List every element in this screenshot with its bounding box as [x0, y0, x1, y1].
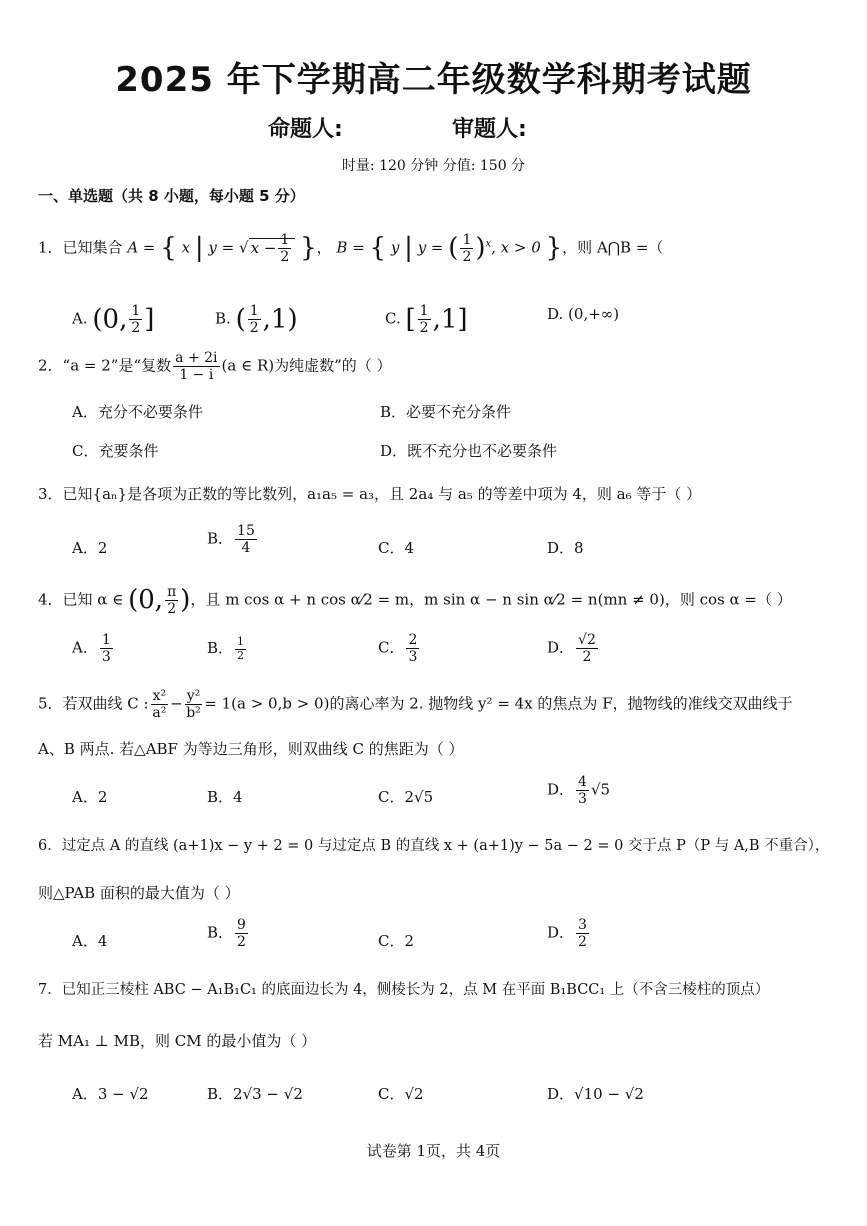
q6-option-c: C．2 [378, 932, 415, 950]
q1-option-b: B. ( $\frac{1}{2}$ ,1) [215, 303, 298, 337]
page-footer: 试卷第 1页，共 4页 [366, 1142, 501, 1160]
q6-option-d: D． $\frac{3}{2}$ [547, 917, 587, 951]
q5-option-b: B．4 [207, 788, 243, 806]
q4-option-d: D． $\frac{√2}{2}$ [547, 632, 596, 666]
q3-option-a: A．2 [72, 539, 108, 557]
question-1: 1．已知集合 A = { x | y = √ x − $\frac{1}{2}$ }， B = { y | y = ( $\frac{1}{2}$ )$^x$, x > 0 }，则 A⋂B =（ [38, 232, 664, 266]
q4-option-b: B． $\frac{1}{2}$ [207, 635, 245, 662]
exam-title: 2025 年下学期高二年级数学科期考试题 [115, 60, 752, 100]
q7-option-a: A．3 − √2 [72, 1085, 149, 1103]
q6-option-a: A．4 [72, 932, 108, 950]
q3-option-d: D．8 [547, 539, 584, 557]
q2-option-c: C．充要条件 [72, 442, 159, 460]
exam-meta: 时量: 120 分钟 分值: 150 分 [341, 158, 526, 174]
q4-option-c: C． $\frac{2}{3}$ [378, 632, 418, 666]
q2-option-d: D．既不充分也不必要条件 [380, 442, 558, 460]
q4-option-a: A． $\frac{1}{3}$ [72, 632, 111, 666]
question-7-line-2: 若 MA₁ ⊥ MB，则 CM 的最小值为（ ） [38, 1032, 317, 1050]
q5-option-c: C．2√5 [378, 788, 434, 806]
q5-option-a: A．2 [72, 788, 108, 806]
q1-option-c: C. [ $\frac{1}{2}$ ,1] [385, 303, 468, 337]
reviewer-label: 审题人: [452, 117, 527, 142]
q5-option-d: D． $\frac{4}{3}$ √5 [547, 774, 611, 808]
q6-option-b: B． $\frac{9}{2}$ [207, 917, 246, 951]
q3-option-b: B． $\frac{15}{4}$ [207, 523, 255, 557]
question-5: 5．若双曲线 C : $\frac{\text{x²}}{\text{a²}}$ − $\frac{\text{y²}}{\text{b²}}$ = 1(a > 0,b > 0)的离心率为 2. 抛物线 y² = 4x 的焦点为 F，抛物线的准线交双曲线于 [38, 688, 793, 722]
q3-option-c: C．4 [378, 539, 415, 557]
question-4: 4．已知 α ∈ (0, $\frac{\pi}{2}$ )，且 m cos α + n cos α⁄2 = m，m sin α − n sin α⁄2 = n(mn ≠ 0)，则 cos α =（ ） [38, 584, 792, 618]
question-7: 7．已知正三棱柱 ABC − A₁B₁C₁ 的底面边长为 4，侧棱长为 2，点 M 在平面 B₁BCC₁ 上（不含三棱柱的顶点） [38, 982, 770, 998]
setter-label: 命题人: [268, 117, 343, 142]
question-2: 2．“a = 2”是“复数 $\frac{a + 2i}{1 - i}$ (a ∈ R)为纯虚数”的（ ） [38, 350, 392, 384]
q2-option-a: A．充分不必要条件 [72, 403, 203, 421]
q1-option-d: D. (0,+∞) [547, 305, 620, 323]
q2-option-b: B．必要不充分条件 [380, 403, 512, 421]
question-3: 3．已知{aₙ}是各项为正数的等比数列，a₁a₅ = a₃，且 2a₄ 与 a₅ 的等差中项为 4，则 a₆ 等于（ ） [38, 485, 702, 503]
question-6-line-2: 则△PAB 面积的最大值为（ ） [38, 884, 240, 902]
q7-option-d: D．√10 − √2 [547, 1085, 644, 1103]
q7-option-b: B．2√3 − √2 [207, 1085, 303, 1103]
q7-option-c: C．√2 [378, 1085, 424, 1103]
section-title: 一、单选题（共 8 小题，每小题 5 分） [38, 187, 305, 205]
q1-option-a: A. (0, $\frac{1}{2}$ ] [72, 303, 155, 337]
question-5-line-2: A、B 两点. 若△ABF 为等边三角形，则双曲线 C 的焦距为（ ） [38, 740, 464, 758]
question-6: 6．过定点 A 的直线 (a+1)x − y + 2 = 0 与过定点 B 的直线 x + (a+1)y − 5a − 2 = 0 交于点 P（P 与 A,B 不重合）， [38, 838, 830, 854]
